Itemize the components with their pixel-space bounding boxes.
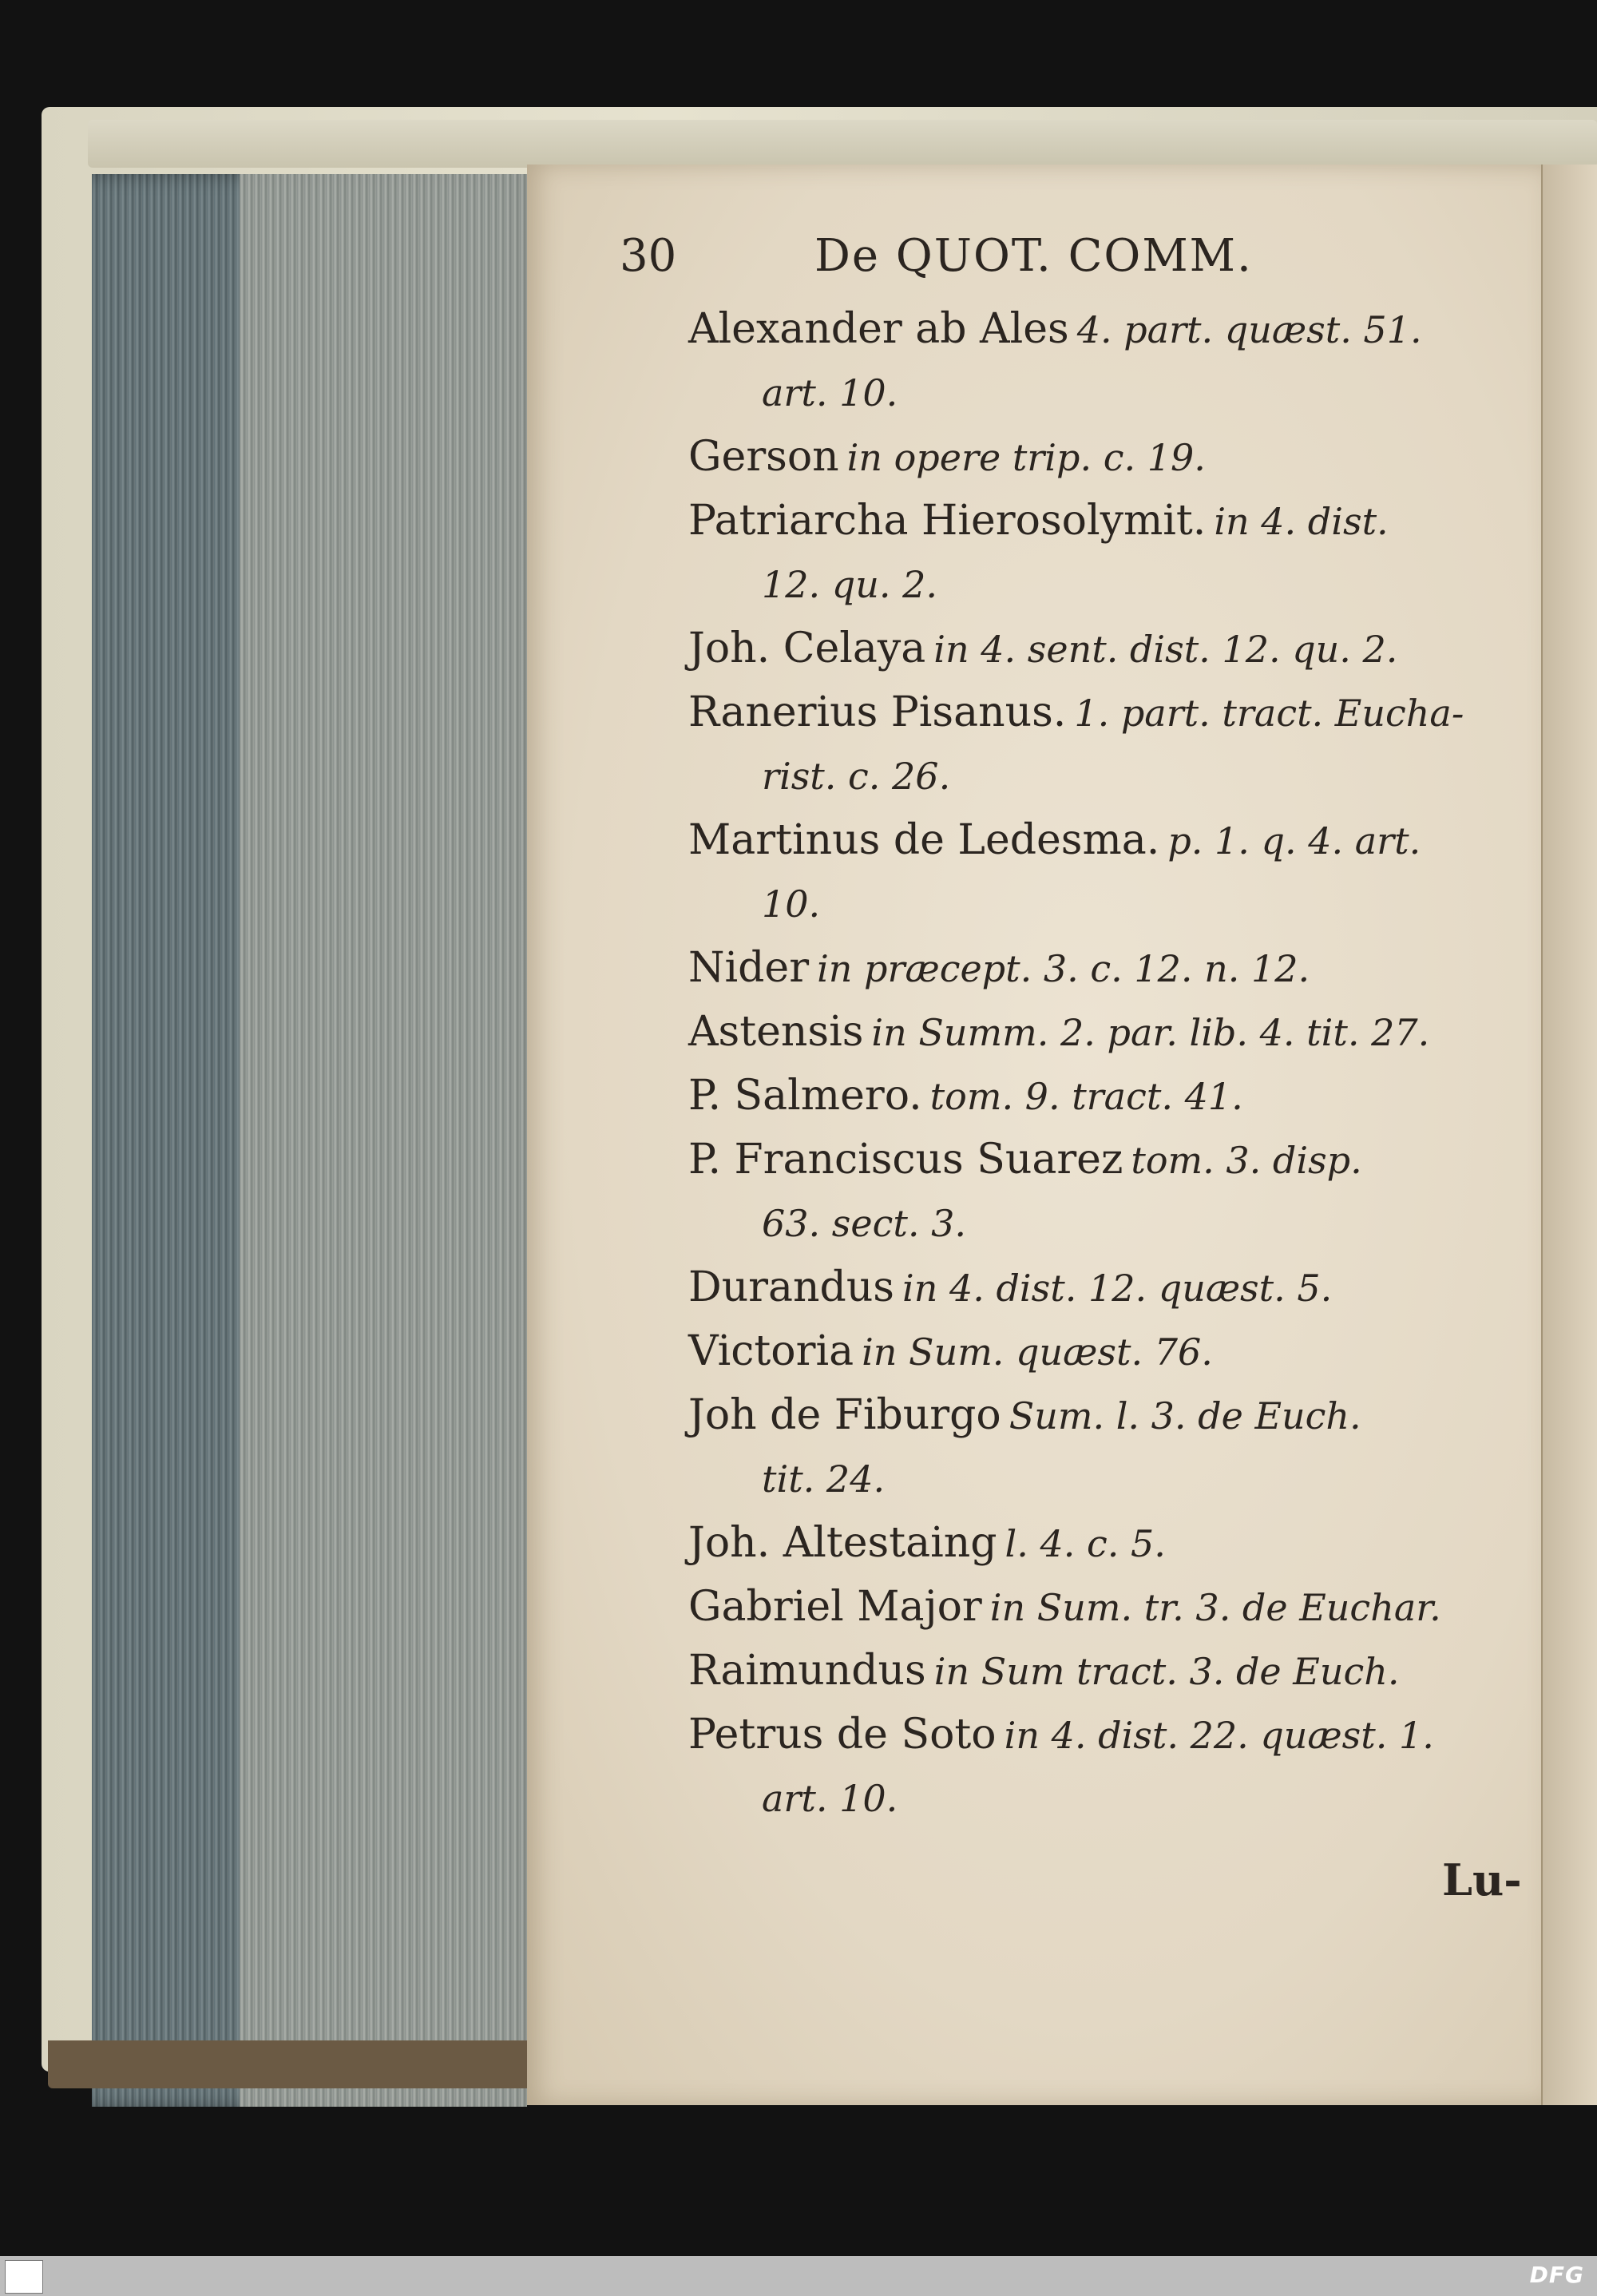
reference-entry [688, 297, 1527, 361]
page-block-edges-light [240, 174, 527, 2107]
author-name: Martinus de Ledesma. [688, 816, 1160, 864]
author-name: Alexander ab Ales [688, 305, 1069, 353]
citation-reference: in 4. sent. dist. 12. qu. 2. [933, 628, 1398, 671]
author-name: Gerson [688, 433, 839, 481]
reference-entry [688, 808, 1527, 872]
citation-continuation: art. 10. [762, 371, 898, 414]
facing-page-edge [1541, 165, 1597, 2105]
catchword: Lu- [1442, 1854, 1522, 1905]
author-name: Raimundus [688, 1647, 926, 1695]
citation-reference: 4. part. quæst. 51. [1076, 308, 1422, 351]
citation-reference: tom. 3. disp. [1131, 1139, 1362, 1182]
cover-bottom-edge [48, 2040, 543, 2088]
citation-reference: tom. 9. tract. 41. [929, 1075, 1243, 1118]
reference-entry [688, 425, 1527, 489]
reference-entry [688, 936, 1527, 1000]
citation-continuation: 10. [762, 882, 821, 926]
reference-list [688, 297, 1527, 1830]
citation-reference: in 4. dist. 22. quæst. 1. [1004, 1714, 1434, 1757]
citation-reference: in 4. dist. [1214, 500, 1389, 543]
citation-reference: in opere trip. c. 19. [846, 436, 1206, 479]
citation-reference: Sum. l. 3. de Euch. [1009, 1394, 1361, 1437]
reference-entry [688, 1319, 1527, 1383]
author-name: Astensis [688, 1008, 864, 1056]
author-name: Joh. Altestaing [688, 1519, 997, 1567]
reference-entry [688, 1383, 1527, 1447]
citation-continuation: rist. c. 26. [762, 755, 951, 798]
citation-reference: 1. part. tract. Eucha- [1074, 692, 1464, 735]
author-name: Durandus [688, 1263, 894, 1311]
reference-entry [688, 1639, 1527, 1703]
citation-reference: in Sum. tr. 3. de Euchar. [989, 1586, 1441, 1629]
citation-reference: l. 4. c. 5. [1005, 1522, 1166, 1565]
reference-entry [688, 1575, 1527, 1639]
cover-top-edge [88, 120, 1597, 168]
author-name: Victoria [688, 1327, 854, 1375]
citation-reference: p. 1. q. 4. art. [1167, 819, 1421, 862]
reference-entry [688, 617, 1527, 680]
dfg-logo: DFG [1529, 2262, 1584, 2288]
viewer-footer-bar [0, 2256, 1597, 2296]
citation-reference: in Sum tract. 3. de Euch. [933, 1650, 1400, 1693]
author-name: Gabriel Major [688, 1583, 982, 1631]
reference-entry [688, 1128, 1527, 1192]
reference-entry [688, 1511, 1527, 1575]
author-name: Petrus de Soto [688, 1711, 997, 1759]
citation-reference: in Summ. 2. par. lib. 4. tit. 27. [871, 1011, 1430, 1054]
page-number: 30 [620, 230, 677, 282]
citation-continuation: tit. 24. [762, 1457, 886, 1501]
citation-reference: in Sum. quæst. 76. [862, 1330, 1213, 1374]
citation-continuation: 63. sect. 3. [762, 1202, 966, 1245]
reference-entry [688, 489, 1527, 553]
citation-reference: in 4. dist. 12. quæst. 5. [902, 1267, 1333, 1310]
reference-entry [688, 1000, 1527, 1064]
library-logo-icon [5, 2260, 43, 2294]
author-name: Ranerius Pisanus. [688, 688, 1067, 736]
reference-entry [688, 1255, 1527, 1319]
reference-entry [688, 1064, 1527, 1128]
author-name: Nider [688, 944, 810, 992]
author-name: P. Franciscus Suarez [688, 1136, 1123, 1184]
reference-entry [688, 1703, 1527, 1767]
author-name: Joh. Celaya [688, 625, 926, 672]
citation-reference: in præcept. 3. c. 12. n. 12. [817, 947, 1310, 990]
author-name: Joh de Fiburgo [688, 1391, 1001, 1439]
running-head: De QUOT. COMM. [814, 230, 1253, 282]
author-name: Patriarcha Hierosolymit. [688, 497, 1207, 545]
author-name: P. Salmero. [688, 1072, 922, 1120]
citation-continuation: art. 10. [762, 1777, 898, 1820]
page-header [620, 230, 1506, 286]
citation-continuation: 12. qu. 2. [762, 563, 937, 606]
reference-entry [688, 680, 1527, 744]
